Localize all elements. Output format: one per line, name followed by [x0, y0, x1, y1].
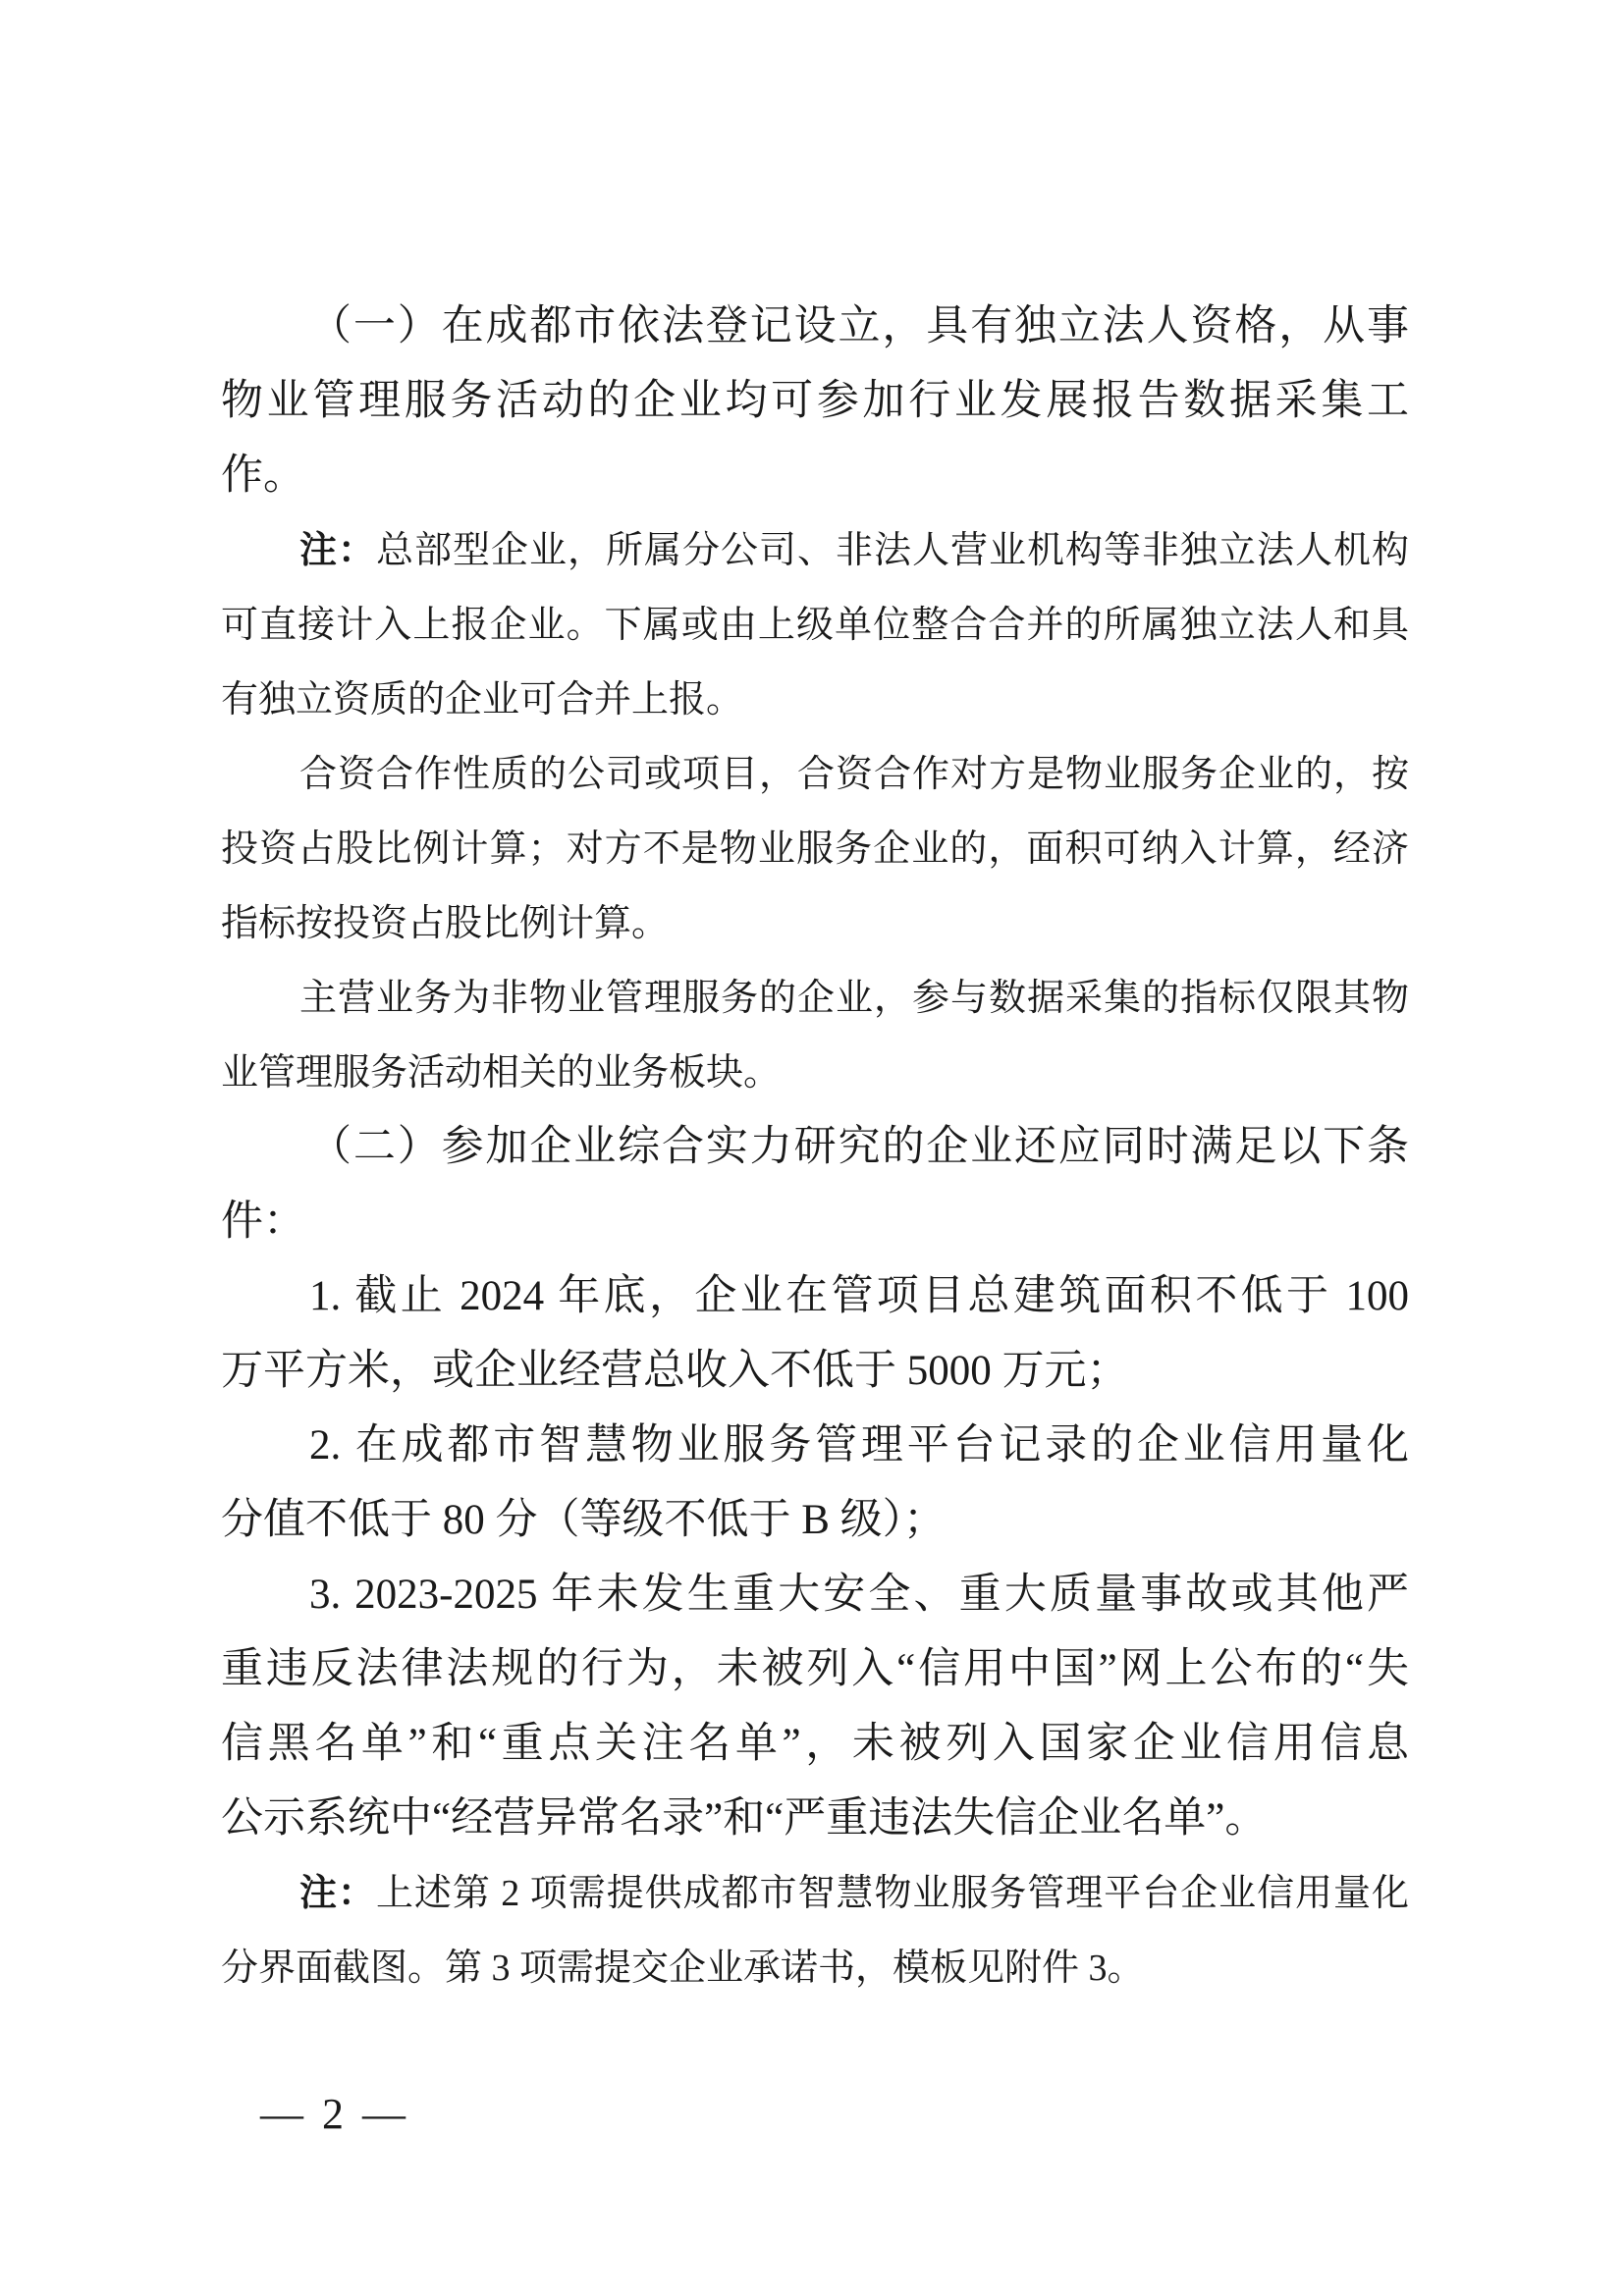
paragraph: [221, 1110, 1409, 1259]
text-line: 分值不低于 80 分（等级不低于 B 级）；: [221, 1497, 947, 1543]
text-line: 3. 2023-2025 年未发生重大安全、重大质量事故或其他严: [309, 1572, 1409, 1618]
text-line: 物业管理服务活动的企业均可参加行业发展报告数据采集工: [221, 378, 1409, 424]
text-line: 分界面截图。第 3 项需提交企业承诺书，模板见附件 3。: [221, 1948, 1145, 1989]
text-line: 指标按投资占股比例计算。: [221, 903, 670, 944]
paragraph: [221, 961, 1409, 1110]
paragraph: [221, 1259, 1409, 1409]
text-line: 1. 截止 2024 年底，企业在管项目总建筑面积不低于 100: [309, 1273, 1409, 1319]
text-line: 有独立资质的企业可合并上报。: [221, 679, 744, 721]
paragraph: [221, 1856, 1409, 2005]
text-line: 公示系统中“经营异常名录”和“严重违法失信企业名单”。: [221, 1795, 1268, 1842]
note-label: 注：: [299, 530, 376, 571]
text-line: 2. 在成都市智慧物业服务管理平台记录的企业信用量化: [309, 1422, 1409, 1468]
text-line: 万平方米，或企业经营总收入不低于 5000 万元；: [221, 1348, 1129, 1394]
text-line: 投资占股比例计算；对方不是物业服务企业的，面积可纳入计算，经济: [221, 828, 1409, 870]
text-line: 注：总部型企业，所属分公司、非法人营业机构等非独立法人机构: [299, 530, 1409, 571]
paragraph: [221, 290, 1409, 513]
text-line: 合资合作性质的公司或项目，合资合作对方是物业服务企业的，按: [299, 754, 1409, 795]
text-line: 信黑名单”和“重点关注名单”，未被列入国家企业信用信息: [221, 1721, 1409, 1767]
text-line: （一）在成都市依法登记设立，具有独立法人资格，从事: [309, 303, 1409, 349]
text-line: 主营业务为非物业管理服务的企业，参与数据采集的指标仅限其物: [299, 978, 1409, 1019]
text-line: 可直接计入上报企业。下属或由上级单位整合合并的所属独立法人和具: [221, 605, 1409, 646]
paragraph: [221, 513, 1409, 737]
text-line: 注：上述第 2 项需提供成都市智慧物业服务管理平台企业信用量化: [299, 1873, 1409, 1914]
page-number: — 2 —: [260, 2090, 409, 2138]
note-label: 注：: [299, 1873, 376, 1914]
text-line: 件：: [221, 1199, 305, 1245]
text-line: （二）参加企业综合实力研究的企业还应同时满足以下条: [309, 1124, 1409, 1170]
paragraph: [221, 1409, 1409, 1558]
text-line: 业管理服务活动相关的业务板块。: [221, 1052, 782, 1094]
document-body: [221, 290, 1409, 2005]
paragraph: [221, 737, 1409, 961]
text-line: 重违反法律法规的行为，未被列入“信用中国”网上公布的“失: [221, 1646, 1409, 1692]
text-line: 作。: [221, 453, 305, 499]
paragraph: [221, 1558, 1409, 1856]
